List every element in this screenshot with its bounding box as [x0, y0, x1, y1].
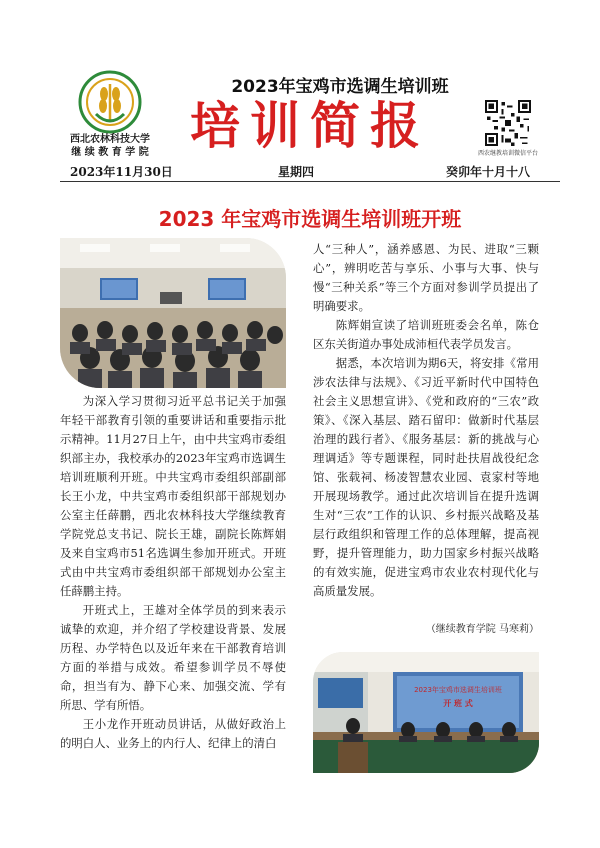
photo-banner-text: 2023年宝鸡市选调生培训班: [414, 686, 502, 694]
article-column-right: [313, 240, 539, 601]
org-name-line1: 西北农林科技大学: [70, 134, 150, 145]
article-paragraph: 陈辉娟宣读了培训班班委会名单，陈仓区东关街道办事处成沛桓代表学员发言。: [313, 318, 539, 351]
qr-caption: 西农继教培训微信平台: [477, 150, 538, 157]
issue-date: 2023年11月30日: [70, 165, 173, 179]
opening-ceremony-photo: [60, 238, 286, 388]
article-byline: （继续教育学院 马寒莉）: [425, 624, 539, 635]
podium-photo: [313, 652, 539, 773]
article-paragraph: 王小龙作开班动员讲话，从做好政治上的明白人、业务上的内行人、纪律上的清白: [60, 717, 286, 750]
org-name: [60, 133, 160, 159]
newsletter-subtitle: 2023年宝鸡市选调生培训班: [231, 77, 449, 97]
org-name-line2: 继 续 教 育 学 院: [71, 147, 149, 158]
article-paragraph: 为深入学习贯彻习近平总书记关于加强年轻干部教育引领的重要讲话和重要指示批示精神。11月27日上午，由中共宝鸡市委组织部主办，我校承办的2023年宝鸡市选调生培训班顺利开班。中共宝鸡市委组织部副部长王小龙，中共宝鸡市委组织部干部规划办公室主任薛鹏，西北农林科技大学继续教育学院党总支书记、院长王雄，副院长陈辉娟及来自宝鸡市51名选调生参加开班式。开班式由中共宝鸡市委组织部干部规划办公室主任薛鹏主持。: [60, 394, 286, 598]
qr-code-icon: [485, 100, 531, 146]
issue-lunar-date: 癸卯年十月十八: [445, 165, 530, 179]
dateline: [60, 163, 560, 179]
header-divider: [60, 181, 560, 182]
university-logo: [78, 70, 142, 134]
article-paragraph: 据悉，本次培训为期6天，将安排《常用涉农法律与法规》、《习近平新时代中国特色社会主义思想宣讲》、《党和政府的“三农”政策》、《深入基层、踏石留印：做新时代基层治理的践行者》、《服务基层：新的挑战与心理调适》等专题课程，同时赴扶眉战役纪念馆、张载祠、杨凌智慧农业园、袁家村等地开展现场教学。通过此次培训旨在提升选调生对“三农”工作的认识、乡村振兴战略及基层行政组织和管理工作的总体理解，提高视野，提升管理能力，助力国家乡村振兴战略的有效实施，促进宝鸡市农业农村现代化与高质量发展。: [313, 356, 539, 598]
photo-banner-subtext: 开 班 式: [443, 699, 473, 708]
issue-weekday: 星期四: [278, 165, 315, 179]
masthead-title: 培训简报: [190, 96, 430, 155]
article-headline: 2023 年宝鸡市选调生培训班开班: [158, 207, 462, 231]
article-column-left: [60, 392, 286, 753]
article-paragraph: 开班式上，王雄对全体学员的到来表示诚挚的欢迎，并介绍了学校建设背景、发展历程、办学特色以及近年来在干部教育培训方面的举措与成效。希望参训学员不辱使命，担当有为、静下心来、加强交流、学有所思、学有所悟。: [60, 603, 286, 712]
article-paragraph: 人“三种人”，涵养感恩、为民、进取“三颗心”，辨明吃苦与享乐、小事与大事、快与慢“三种关系”等三个方面对参训学员提出了明确要求。: [313, 242, 539, 313]
